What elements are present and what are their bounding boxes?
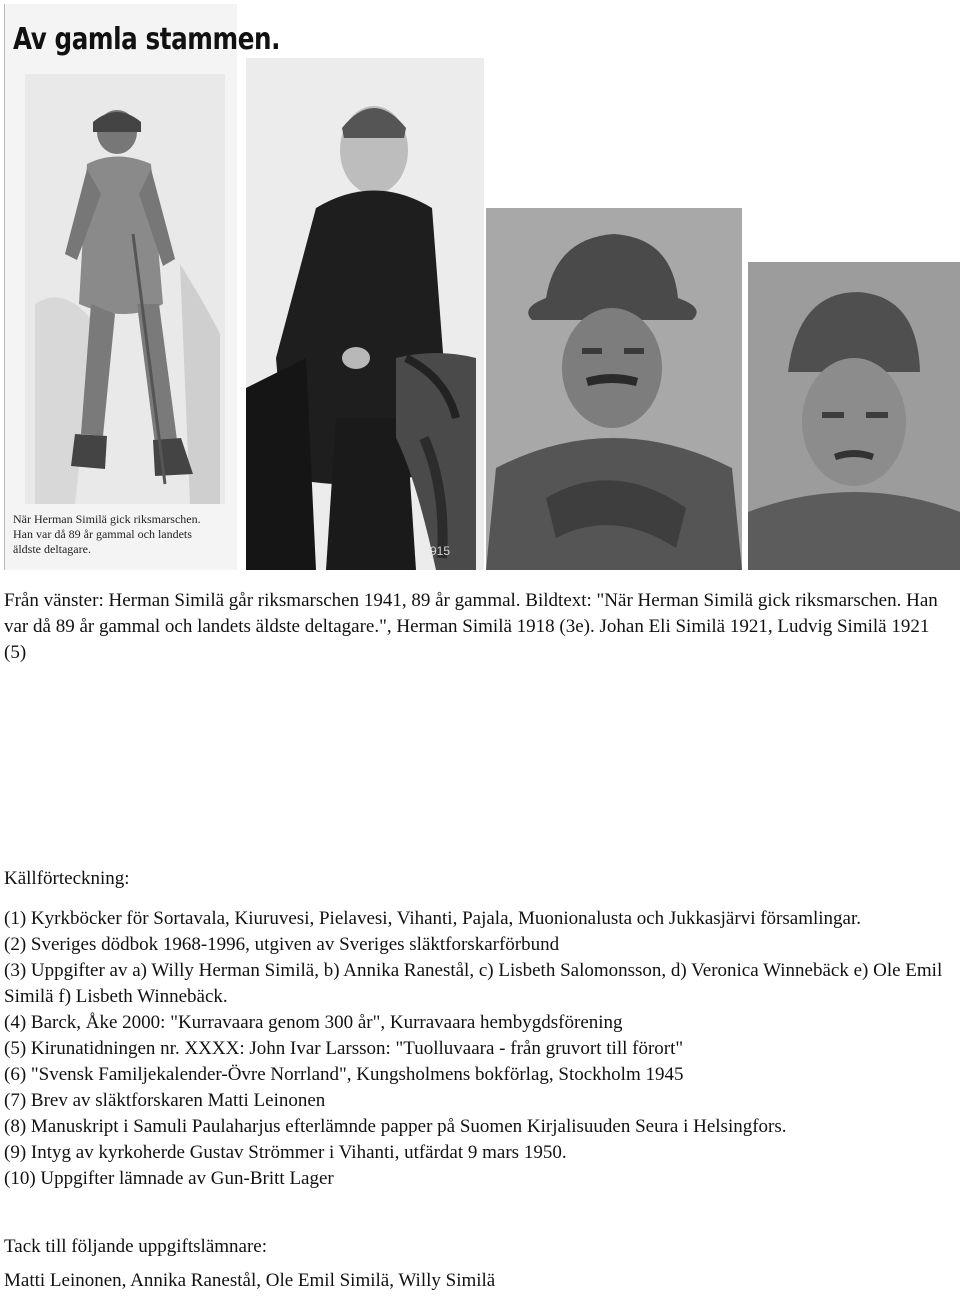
man-with-cap-illustration <box>748 262 960 570</box>
thanks-names: Matti Leinonen, Annika Ranestål, Ole Emil Similä, Willy Similä <box>4 1270 496 1291</box>
source-item: (1) Kyrkböcker för Sortavala, Kiuruvesi, Pielavesi, Vihanti, Pajala, Muonionalusta och Jukkasjärvi församlingar. <box>4 908 862 929</box>
photo-caption: Från vänster: Herman Similä går riksmarschen 1941, 89 år gammal. Bildtext: "När Herman Similä gick riksmarschen. Han var då 89 år gammal och landets äldste deltagare.", Herman Similä 1918 (3e). Johan Eli Similä 1921, Ludvig Similä 1921 (5) <box>4 590 938 663</box>
source-item: (3) Uppgifter av a) Willy Herman Similä, b) Annika Ranestål, c) Lisbeth Salomonsson, d) Veronica Winnebäck e) Ole Emil Similä f) Lisbeth Winnebäck. <box>4 960 943 1007</box>
walking-man-illustration <box>5 4 237 570</box>
photo-herman-simila-1941 <box>4 4 281 570</box>
photo-ludvig-simila-1921 <box>748 262 960 570</box>
source-item: (7) Brev av släktforskaren Matti Leinonen <box>4 1090 326 1111</box>
seated-man-illustration <box>246 58 484 570</box>
source-item: (10) Uppgifter lämnade av Gun-Britt Lager <box>4 1168 334 1189</box>
clipping-caption-line: När Herman Similä gick riksmarschen. <box>13 512 201 526</box>
sources-heading: Källförteckning: <box>4 868 130 889</box>
clipping-headline: Av gamla stammen. <box>13 22 281 57</box>
thanks-heading: Tack till följande uppgiftslämnare: <box>4 1236 268 1257</box>
photo-herman-simila-1918 <box>246 58 484 570</box>
source-item: (5) Kirunatidningen nr. XXXX: John Ivar Larsson: "Tuolluvaara - från gruvort till förort" <box>4 1038 684 1059</box>
clipping-caption-line: Han var då 89 år gammal och landets <box>13 527 192 541</box>
photo-stamp: 915 <box>429 544 450 558</box>
clipping-caption <box>13 512 201 557</box>
source-item: (4) Barck, Åke 2000: "Kurravaara genom 300 år", Kurravaara hembygdsförening <box>4 1012 623 1033</box>
man-with-hat-illustration <box>486 208 742 570</box>
source-item: (6) "Svensk Familjekalender-Övre Norrland", Kungsholmens bokförlag, Stockholm 1945 <box>4 1064 684 1085</box>
photo-johan-eli-simila-1921 <box>486 208 742 570</box>
sources-list <box>4 906 956 1192</box>
source-item: (9) Intyg av kyrkoherde Gustav Strömmer i Vihanti, utfärdat 9 mars 1950. <box>4 1142 567 1163</box>
source-item: (2) Sveriges dödbok 1968-1996, utgiven av Sveriges släktforskarförbund <box>4 934 560 955</box>
clipping-caption-line: äldste deltagare. <box>13 542 91 556</box>
source-item: (8) Manuskript i Samuli Paulaharjus efterlämnde papper på Suomen Kirjalisuuden Seura i Helsingfors. <box>4 1116 787 1137</box>
